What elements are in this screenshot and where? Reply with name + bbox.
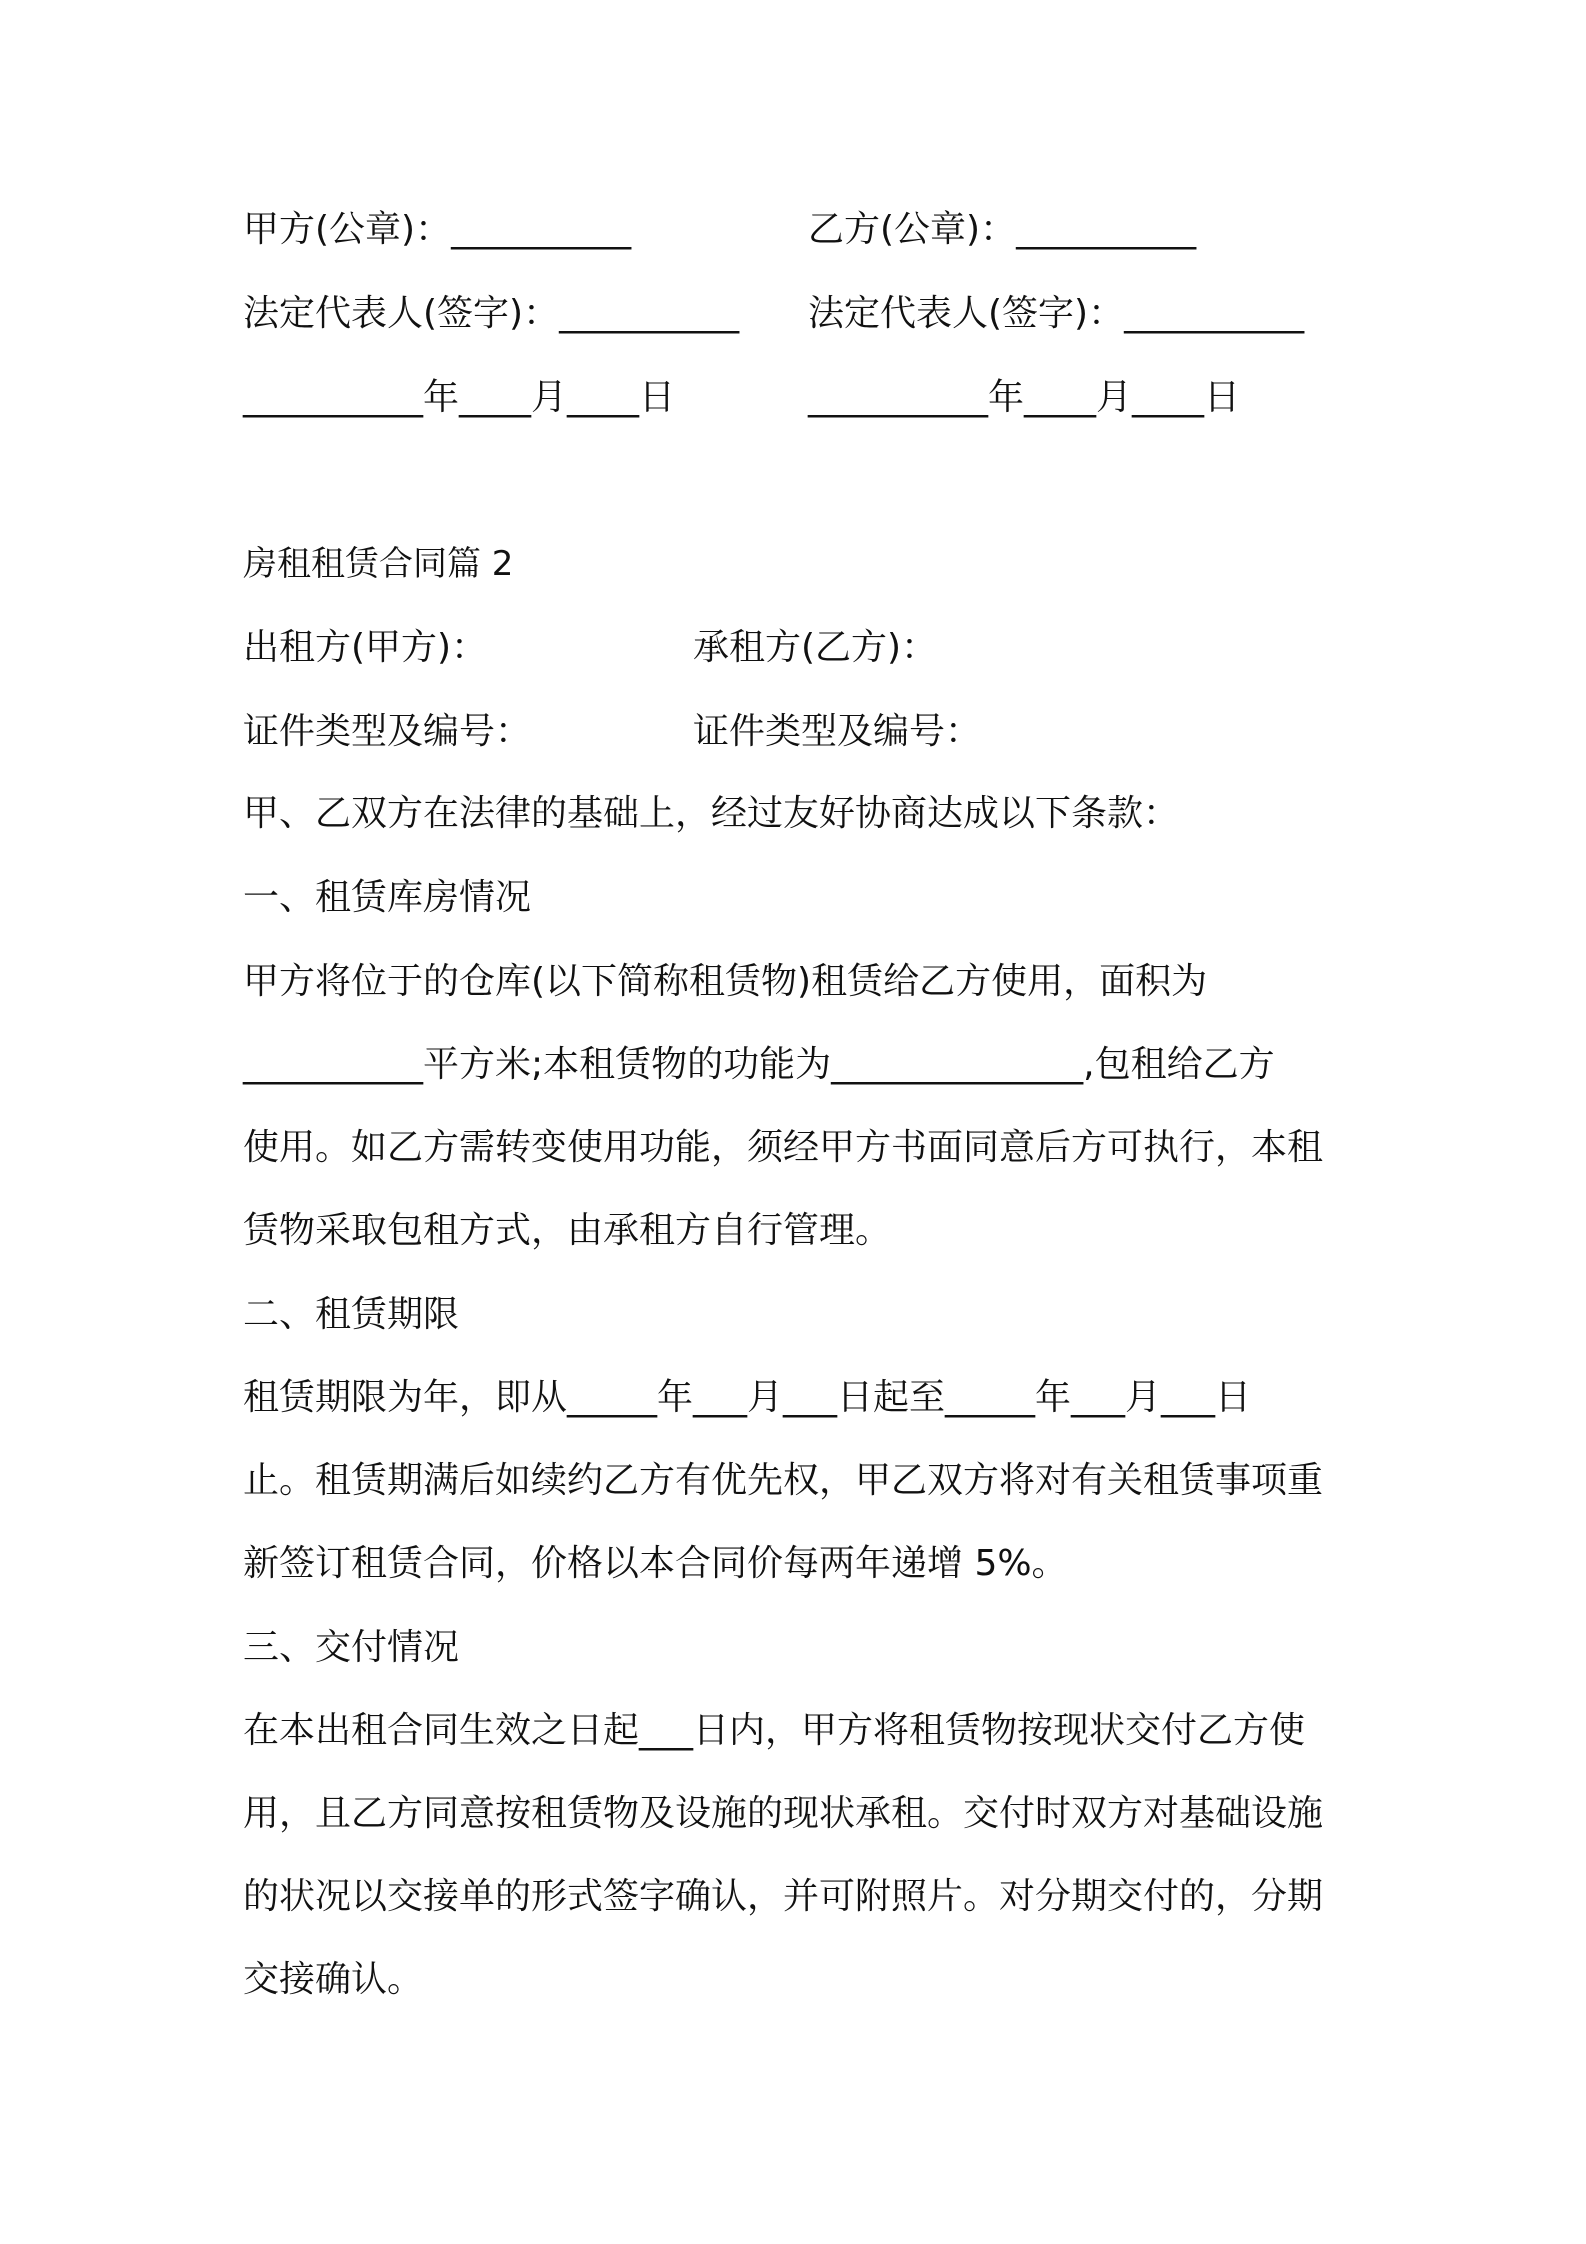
party-b-seal: 乙方(公章)：__________ [808,209,1197,250]
party-b-representative: 法定代表人(签字)：__________ [808,293,1305,334]
section3-line: 交接确认。 [243,1959,424,2000]
id-type-a: 证件类型及编号： [243,711,532,752]
section3-heading: 三、交付情况 [243,1627,460,1668]
party-a-date: __________年____月____日 [243,377,675,418]
section3-line: 在本出租合同生效之日起___日内，甲方将租赁物按现状交付乙方使 [243,1710,1306,1751]
section1-line: 使用。如乙方需转变使用功能，须经甲方书面同意后方可执行，本租 [243,1127,1324,1168]
section1-heading: 一、租赁库房情况 [243,877,532,918]
section1-line: __________平方米;本租赁物的功能为______________,包租给乙方 [243,1044,1275,1085]
section3-line: 的状况以交接单的形式签字确认，并可附照片。对分期交付的，分期 [243,1876,1324,1917]
section2-heading: 二、租赁期限 [243,1294,460,1335]
section1-line: 赁物采取包租方式，由承租方自行管理。 [243,1210,892,1251]
lessor-label: 出租方(甲方)： [243,627,488,668]
section2-line: 租赁期限为年，即从_____年___月___日起至_____年___月___日 [243,1377,1252,1418]
party-a-representative: 法定代表人(签字)：__________ [243,293,740,334]
section1-line: 甲方将位于的仓库(以下简称租赁物)租赁给乙方使用，面积为 [243,961,1208,1002]
contract-title: 房租租赁合同篇 2 [243,544,514,584]
party-a-seal: 甲方(公章)：__________ [243,209,632,250]
section3-line: 用，且乙方同意按租赁物及设施的现状承租。交付时双方对基础设施 [243,1793,1324,1834]
intro-paragraph: 甲、乙双方在法律的基础上，经过友好协商达成以下条款： [243,793,1180,834]
lessee-label: 承租方(乙方)： [693,627,938,668]
party-b-date: __________年____月____日 [808,377,1240,418]
id-type-b: 证件类型及编号： [693,711,982,752]
section2-line: 新签订租赁合同，价格以本合同价每两年递增 5%。 [243,1543,1068,1584]
section2-line: 止。租赁期满后如续约乙方有优先权，甲乙双方将对有关租赁事项重 [243,1460,1324,1501]
